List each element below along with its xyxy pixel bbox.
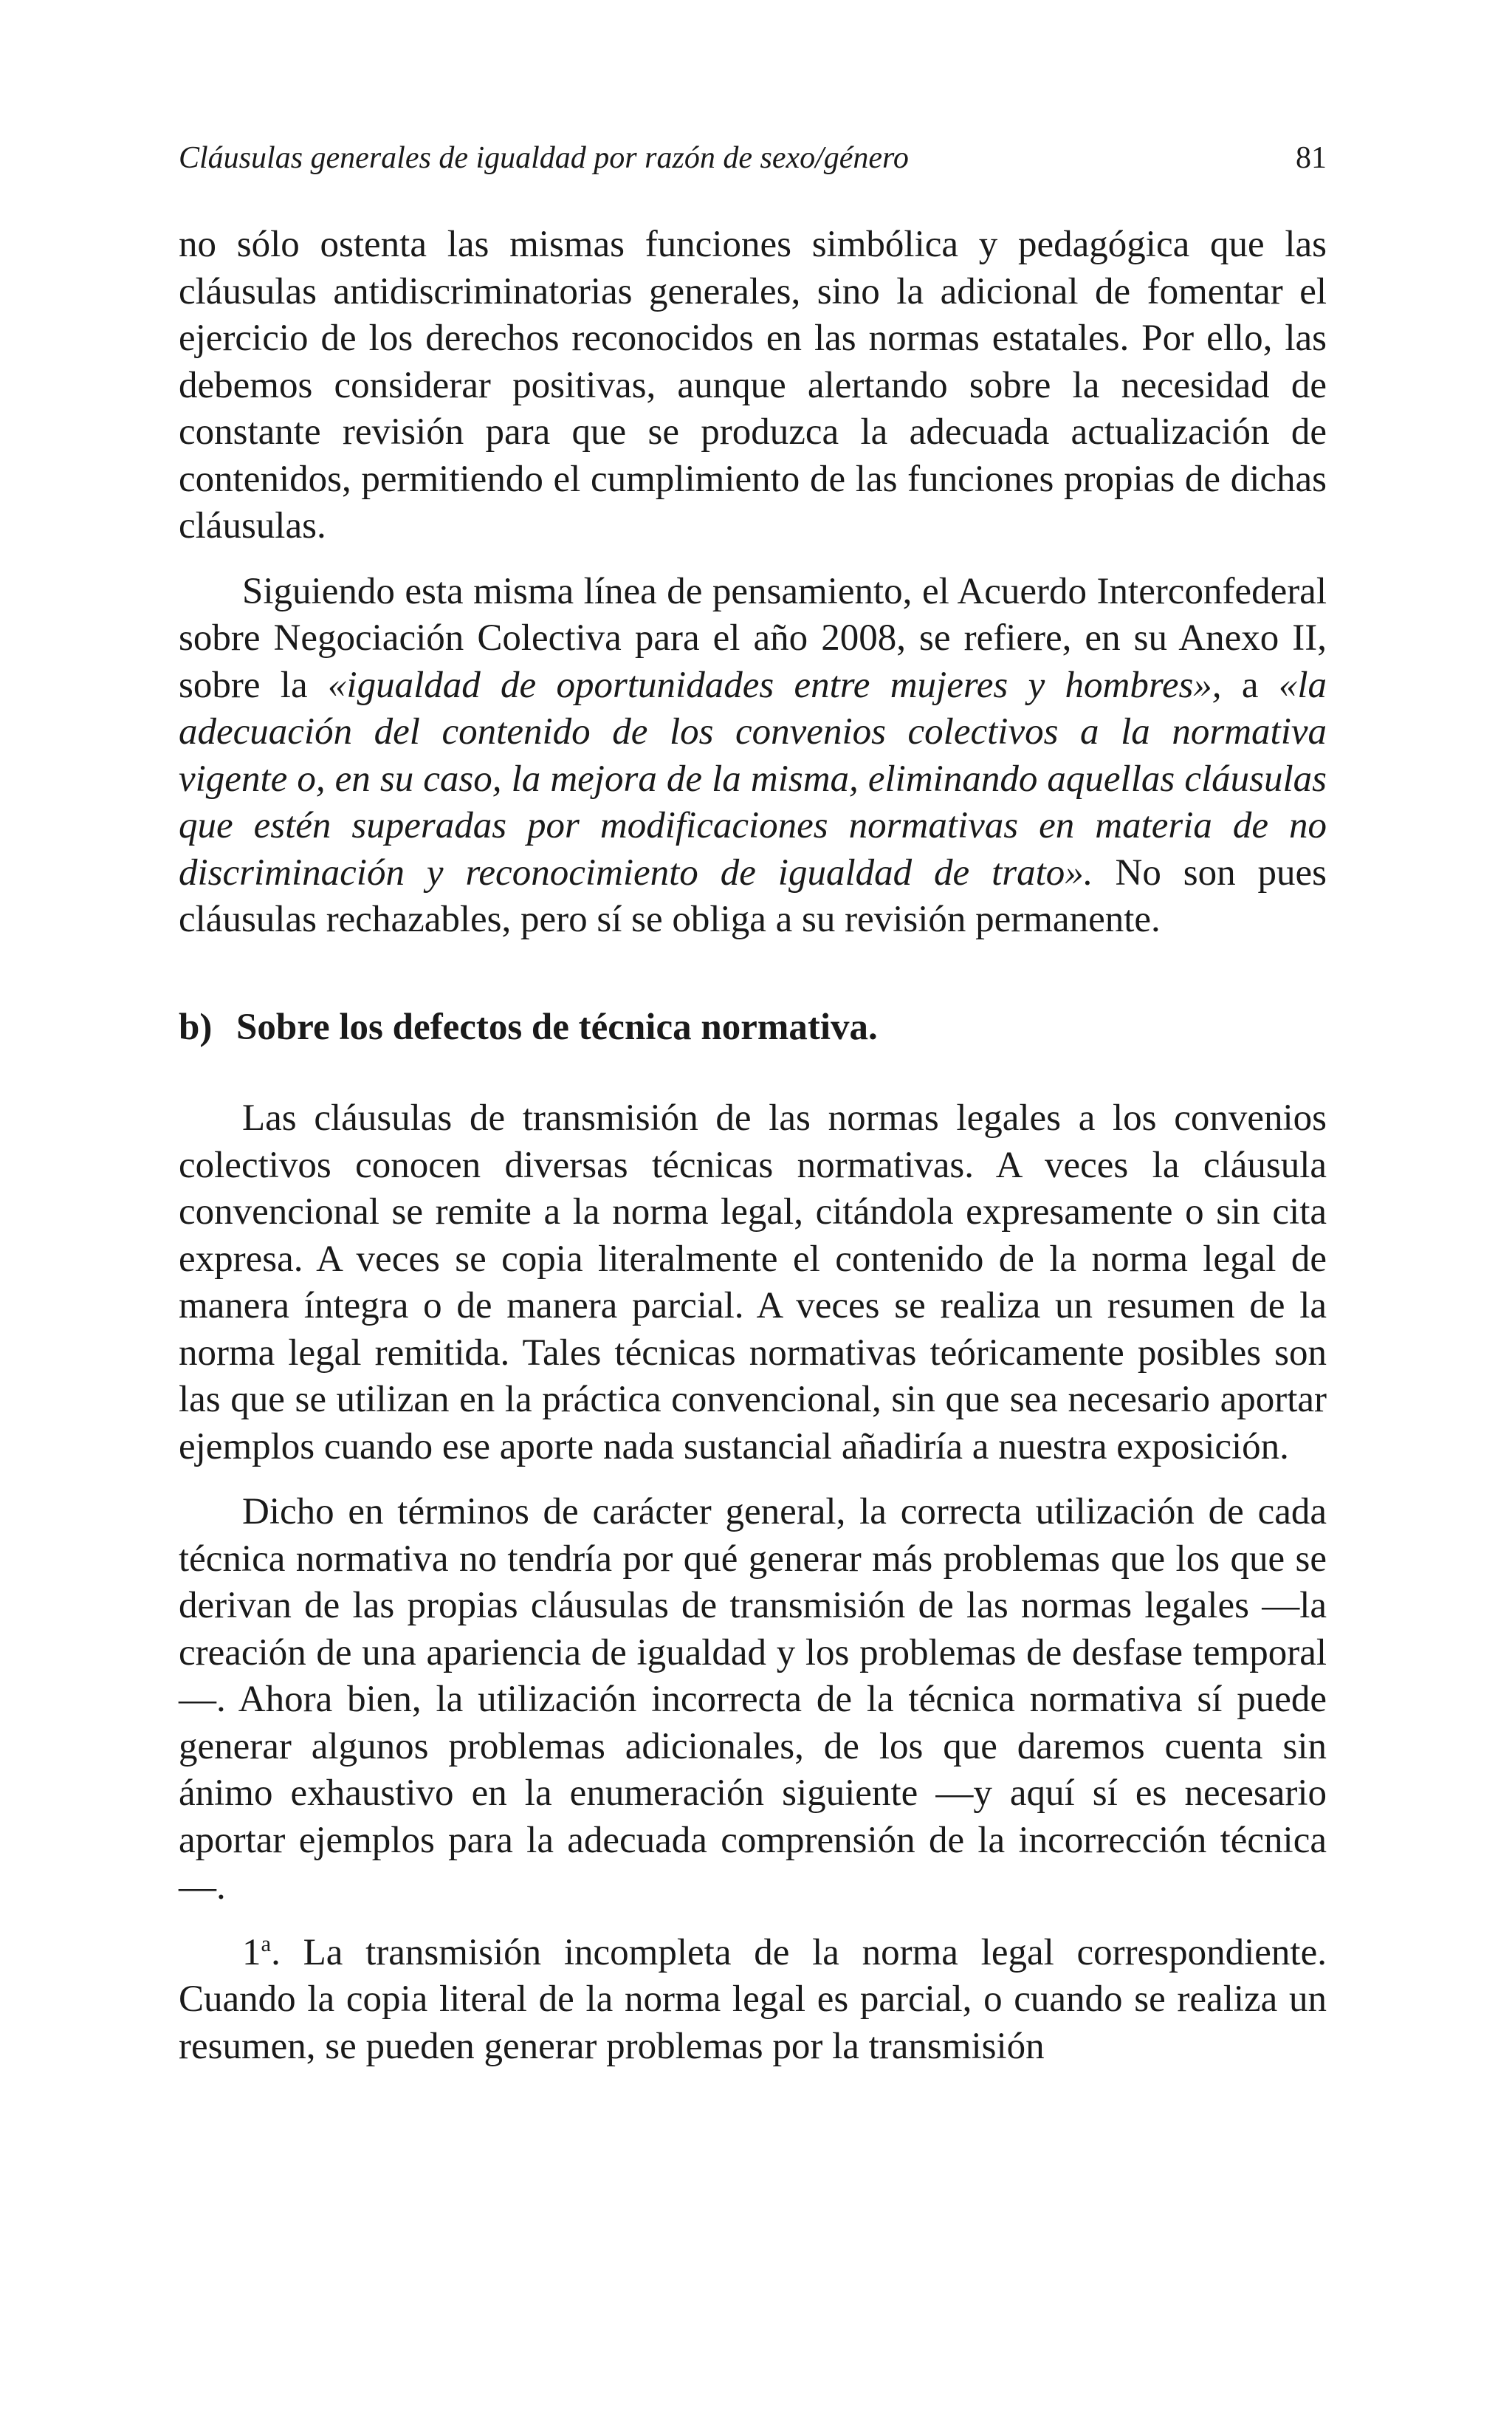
paragraph-text: . La transmisión incompleta de la norma legal correspondiente. Cuando la copia literal de la norma legal es parcial, o cuando se realiza un resumen, se pueden generar problemas por la transmisión (179, 1931, 1327, 2067)
list-number: 1 (242, 1931, 261, 1973)
running-title: Cláusulas generales de igualdad por razón de sexo/género (179, 141, 909, 175)
body-text (179, 222, 1327, 2089)
paragraph-acuerdo-interconfederal (179, 569, 1327, 944)
quote-italic: «igualdad de oportunidades entre mujeres y hombres», (327, 664, 1222, 706)
running-header (179, 140, 1327, 185)
paragraph-text: a (1221, 664, 1279, 706)
paragraph-tecnicas-normativas: Las cláusulas de transmisión de las normas legales a los convenios colectivos conocen diversas técnicas normativas. A veces la cláusula convencional se remite a la norma legal, citándola expresamente o sin cita expresa. A veces se copia literalmente el contenido de la norma legal de manera íntegra o de manera parcial. A veces se realiza un resumen de la norma legal remitida. Tales técnicas normativas teóricamente posibles son las que se utilizan en la práctica convencional, sin que sea necesario aportar ejemplos cuando ese aporte nada sustancial añadiría a nuestra exposición. (179, 1097, 1327, 1467)
quote-italic: «la adecuación del contenido de los convenios colectivos a la normativa vigente o, en su caso, la mejora de la misma, eliminando aquellas cláusulas que estén superadas por modificaciones normativas en materia de no discriminación y reconocimiento de igualdad de trato». (179, 664, 1327, 894)
paragraph-terminos-generales: Dicho en términos de carácter general, la correcta utilización de cada técnica normativa no tendría por qué generar más problemas que los que se derivan de las propias cláusulas de transmisión de las normas legales —la creación de una apariencia de igualdad y los problemas de desfase temporal—. Ahora bien, la utilización incorrecta de la técnica normativa sí puede generar algunos problemas adicionales, de los que daremos cuenta sin ánimo exhaustivo en la enumeración siguiente —y aquí sí es necesario aportar ejemplos para la adecuada comprensión de la incorrección técnica—. (179, 1491, 1327, 1908)
ordinal-superscript: a (261, 1930, 272, 1956)
page-number: 81 (1296, 141, 1327, 175)
paragraph-transmision-incompleta (179, 1930, 1327, 2071)
section-heading-letter: b) (179, 1006, 213, 1048)
section-heading-text: Sobre los defectos de técnica normativa. (236, 1006, 878, 1048)
paragraph-text: Siguiendo esta misma línea de pensamiento, el Acuerdo Interconfederal sobre Negociación Colectiva para el año 2008, se refiere, en su Anexo II, sobre la (179, 570, 1327, 706)
paragraph-text: No son pues cláusulas rechazables, pero sí se obliga a su revisión permanente. (179, 852, 1327, 940)
section-heading (179, 1004, 1327, 1052)
paragraph-continuation: no sólo ostenta las mismas funciones simbólica y pedagógica que las cláusulas antidiscriminatorias generales, sino la adicional de fomentar el ejercicio de los derechos reconocidos en las normas estatales. Por ello, las debemos considerar positivas, aunque alertando sobre la necesidad de constante revisión para que se produzca la adecuada actualización de contenidos, permitiendo el cumplimiento de las funciones propias de dichas cláusulas. (179, 224, 1327, 547)
